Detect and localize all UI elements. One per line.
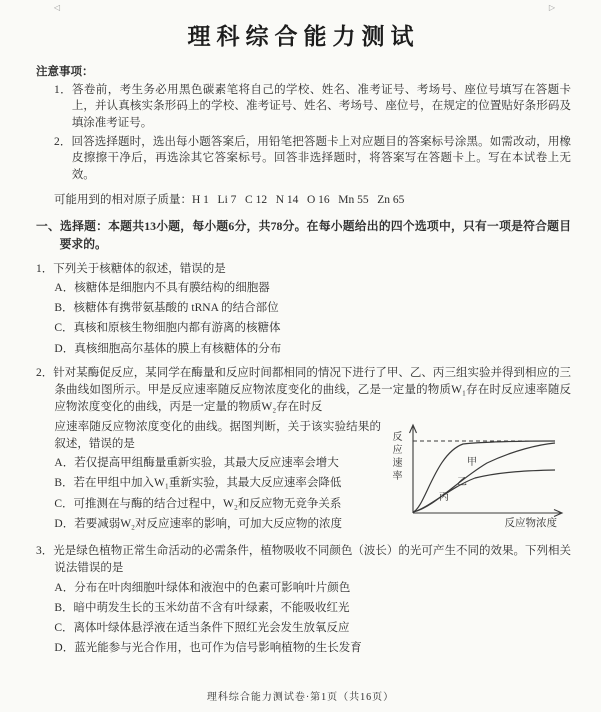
chart-x-axis-label: 反应物浓度 — [504, 517, 557, 529]
question-1-stem: 1．下列关于核糖体的叙述，错误的是 — [36, 262, 226, 275]
print-mark-right-icon: ▷ — [548, 3, 555, 12]
question-2-body — [36, 419, 571, 537]
question-3 — [36, 543, 571, 658]
enzyme-rate-chart — [389, 421, 571, 532]
question-3-stem: 3．光是绿色植物正常生命活动的必需条件，植物吸收不同颜色（波长）的光可产生不同的效果。下列相关说法错误的是 — [36, 545, 571, 575]
question-1-option-b: B．核糖体有携带氨基酸的 tRNA 的结合部位 — [54, 302, 279, 315]
question-3-option-a: A．分布在叶肉细胞叶绿体和液泡中的色素可影响叶片颜色 — [54, 581, 351, 594]
notice-list — [54, 82, 571, 208]
atomic-mass-line: 可能用到的相对原子质量：H 1 Li 7 C 12 N 14 O 16 Mn 55 Zn 65 — [54, 193, 405, 206]
chart-y-axis-label: 反应速率 — [390, 430, 401, 483]
question-3-option-b: B．暗中萌发生长的玉米幼苗不含有叶绿素，不能吸收红光 — [54, 601, 350, 614]
question-2-option-c: C．可推测在与酶的结合过程中，W₂和反应物无竞争关系 — [54, 497, 342, 510]
print-mark-left-icon: ◁ — [54, 3, 61, 12]
curve-jia-label: 甲 — [467, 456, 477, 468]
notice-item-1: 1．答卷前，考生务必用黑色碳素笔将自己的学校、姓名、准考证号、考场号、座位号填写在答题卡上，并认真核实条形码上的学校、准考证号、姓名、考场号、座位号，在规定的位置贴好条形码及填涂准考证号。 — [54, 84, 571, 129]
page-title: 理科综合能力测试 — [187, 24, 420, 49]
question-3-option-d: D．蓝光能参与光合作用，也可作为信号影响植物的生长发育 — [54, 642, 362, 655]
chart-plot-area — [403, 421, 567, 517]
question-2-option-a: A．若仅提高甲组酶量重新实验，其最大反应速率会增大 — [54, 457, 339, 470]
question-2-option-d: D．若要减弱W₂对反应速率的影响，可加大反应物的浓度 — [54, 517, 343, 530]
question-2-stem-part2: 应速率随反应物浓度变化的曲线。据图判断，关于该实验结果的叙述，错误的是 — [54, 420, 381, 450]
question-2-option-b: B．若在甲组中加入W₁重新实验，其最大反应速率会降低 — [54, 477, 342, 490]
question-2-stem-part1: 2．针对某酶促反应，某同学在酶量和反应时间都相同的情况下进行了甲、乙、丙三组实验并得到相应的三条曲线如图所示。甲是反应速率随反应物浓度变化的曲线，乙是一定量的物质W₁存在时反应速率随反应物浓度变化的曲线，丙是一定量的物质W₂存在时反 — [36, 366, 571, 414]
section-heading: 一、选择题：本题共13小题，每小题6分，共78分。在每小题给出的四个选项中，只有一项是符合题目要求的。 — [36, 219, 571, 251]
question-2 — [36, 365, 571, 536]
page-footer: 理科综合能力测试卷·第1页（共16页） — [206, 692, 395, 703]
curve-yi-label: 乙 — [457, 476, 467, 488]
question-1-option-c: C．真核和原核生物细胞内都有游离的核糖体 — [54, 322, 281, 335]
curve-bing-label: 丙 — [439, 491, 449, 503]
notice-item-2: 2．回答选择题时，选出每小题答案后，用铅笔把答题卡上对应题目的答案标号涂黑。如需改动，用橡皮擦擦干净后，再选涂其它答案标号。回答非选择题时，将答案写在答题卡上。写在本试卷上无效。 — [54, 135, 571, 181]
question-1-option-d: D．真核细胞高尔基体的膜上有核糖体的分布 — [54, 342, 282, 355]
notice-heading: 注意事项： — [36, 66, 94, 78]
question-1 — [36, 261, 571, 358]
question-3-option-c: C．离体叶绿体悬浮液在适当条件下照红光会发生放氧反应 — [54, 622, 350, 635]
question-1-option-a: A．核糖体是细胞内不具有膜结构的细胞器 — [54, 281, 270, 294]
